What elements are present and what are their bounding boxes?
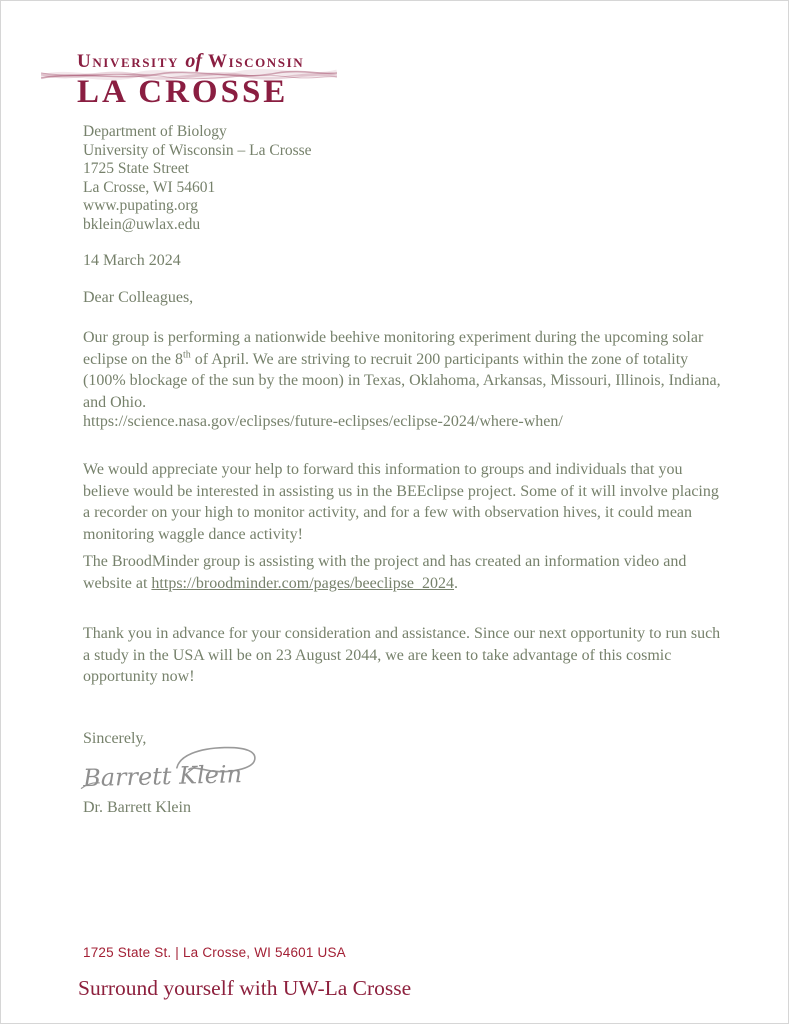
footer-tagline: Surround yourself with UW-La Crosse <box>78 976 412 1000</box>
salutation: Dear Colleagues, <box>83 289 194 306</box>
logo-word-university: University <box>77 51 179 72</box>
valediction: Sincerely, <box>83 730 147 747</box>
logo-word-of: of <box>185 50 202 72</box>
paragraph-intro-text: Our group is performing a nationwide beehive monitoring experiment during the upcoming solar eclipse on the 8 <box>83 329 704 368</box>
letter-date: 14 March 2024 <box>83 252 181 269</box>
sender-city: La Crosse, WI 54601 <box>83 178 216 196</box>
signature-name-text: Barrett Klein <box>82 760 243 793</box>
nasa-url: https://science.nasa.gov/eclipses/future-eclipses/eclipse-2024/where-when/ <box>83 413 563 430</box>
paragraph-broodminder-text: . <box>454 574 459 592</box>
sender-street: 1725 State Street <box>83 160 189 177</box>
paragraph-broodminder <box>83 551 721 594</box>
paragraph-thanks: Thank you in advance for your consideration and assistance. Since our next opportunity to run such a study in the USA will be on 23 August 2044, we are keen to take advantage of this cosmic opportunity now! <box>83 625 721 685</box>
sender-website: www.pupating.org <box>83 197 198 214</box>
footer-address: 1725 State St. | La Crosse, WI 54601 USA <box>83 945 346 960</box>
paragraph-request: We would appreciate your help to forward this information to groups and individuals that you believe would be interested in assisting us in the BEEclipse project. Some of it will involve placing a recorder on your high to monitor activity, and for a few with observation hives, it could mean monitoring waggle dance activity! <box>83 461 719 543</box>
university-logo <box>77 50 304 111</box>
broodminder-link[interactable]: https://broodminder.com/pages/beeclipse_2024 <box>151 574 455 592</box>
sender-address-block <box>83 123 312 234</box>
ordinal-superscript: th <box>182 349 191 361</box>
sender-email: bklein@uwlax.edu <box>83 215 201 233</box>
logo-word-wisconsin: Wisconsin <box>208 51 305 72</box>
paragraph-broodminder-text: The BroodMinder group is assisting with the project and has created an information video and website at <box>83 553 687 592</box>
signer-name: Dr. Barrett Klein <box>83 799 191 816</box>
logo-university-line <box>77 50 304 73</box>
paragraph-intro <box>83 327 721 413</box>
handwritten-signature <box>76 744 263 803</box>
logo-campus-line: LA CROSSE <box>77 74 289 110</box>
sender-university: University of Wisconsin – La Crosse <box>83 141 312 159</box>
sender-department: Department of Biology <box>83 123 227 140</box>
paragraph-intro-text: of April. We are striving to recruit 200 participants within the zone of totality (100% blockage of the sun by the moon) in Texas, Oklahoma, Arkansas, Missouri, Illinois, Indiana, and Ohio. <box>83 350 721 411</box>
